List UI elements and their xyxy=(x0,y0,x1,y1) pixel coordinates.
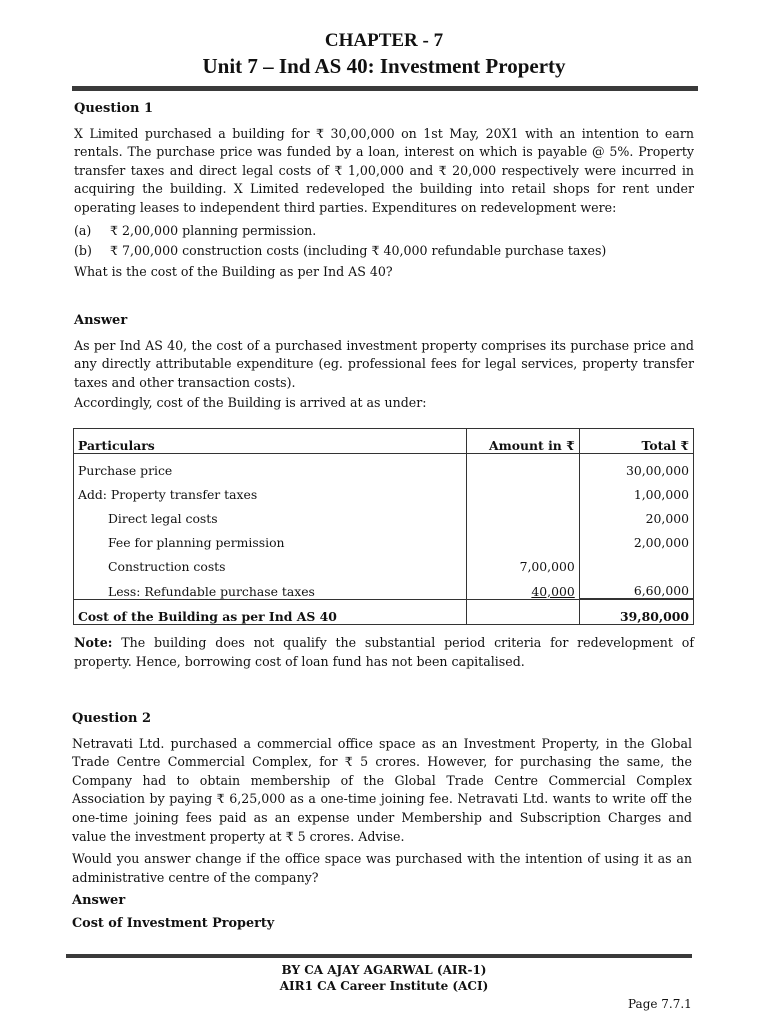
table-header-row xyxy=(74,429,694,454)
cell-particular: Purchase price xyxy=(74,454,467,479)
cell-amount xyxy=(467,478,580,502)
footer xyxy=(0,962,768,994)
total-amount-empty xyxy=(467,599,580,625)
cell-amount: 7,00,000 xyxy=(467,550,580,574)
table-row xyxy=(74,526,694,550)
question-2-query: Would you answer change if the office space was purchased with the intention of using it as an administrative centre of the company? xyxy=(72,851,692,885)
total-value: 39,80,000 xyxy=(579,599,693,625)
list-item xyxy=(74,242,694,261)
cell-total: 1,00,000 xyxy=(633,487,689,502)
cell-particular: Direct legal costs xyxy=(74,502,467,526)
cell-particular: Fee for planning permission xyxy=(74,526,467,550)
question-1-query: What is the cost of the Building as per Ind AS 40? xyxy=(74,263,393,279)
cell-amount xyxy=(467,454,580,479)
note-text: The building does not qualify the substantial period criteria for redevelopment of property. Hence, borrowing cost of loan fund has not been capitalised. xyxy=(74,635,694,669)
cell-amount xyxy=(467,526,580,550)
table-row xyxy=(74,454,694,479)
question-2 xyxy=(72,710,692,887)
cell-amount: 40,000 xyxy=(467,574,580,599)
cell-total xyxy=(579,550,693,574)
table-row xyxy=(74,550,694,574)
footer-institute: AIR1 CA Career Institute (ACI) xyxy=(279,979,489,993)
table-row xyxy=(74,574,694,599)
question-2-body: Netravati Ltd. purchased a commercial office space as an Investment Property, in the Global Trade Centre Commercial Complex, for ₹ 5 crores. However, for purchasing the same, the Company had to obtain membership of the Global Trade Centre Commercial Complex Association by paying ₹ 6,25,000 as a one-time joining fee. Netravati Ltd. wants to write off the one-time joining fees paid as an expense under Membership and Subscription Charges and value the investment property at ₹ 5 crores. Advise. xyxy=(72,735,692,844)
total-label: Cost of the Building as per Ind AS 40 xyxy=(74,599,467,625)
header-rule xyxy=(72,86,698,91)
list-item-text: ₹ 7,00,000 construction costs (including ₹ 40,000 refundable purchase taxes) xyxy=(110,243,607,259)
cell-particular: Less: Refundable purchase taxes xyxy=(74,574,467,599)
footer-rule xyxy=(66,954,692,958)
table-row xyxy=(74,502,694,526)
footer-author: BY CA AJAY AGARWAL (AIR-1) xyxy=(281,963,487,977)
table-row xyxy=(74,478,694,502)
cost-table-wrapper xyxy=(73,428,694,625)
answer-2-heading: Answer xyxy=(72,893,126,908)
column-header-total: Total ₹ xyxy=(641,438,689,453)
cell-total: 2,00,000 xyxy=(633,535,689,550)
cell-total: 6,60,000 xyxy=(633,583,689,598)
question-1-body: X Limited purchased a building for ₹ 30,00,000 on 1st May, 20X1 with an intention to earn rentals. The purchase price was funded by a loan, interest on which is payable @ 5%. Property transfer taxes and direct legal costs of ₹ 1,00,000 and ₹ 20,000 respectively were incurred in acquiring the building. X Limited redeveloped the building into retail shops for rent under operating leases to independent third parties. Expenditures on redevelopment were: xyxy=(74,125,694,215)
page-number: Page 7.7.1 xyxy=(628,997,692,1011)
question-2-heading: Question 2 xyxy=(72,711,152,726)
answer-2-subheading: Cost of Investment Property xyxy=(72,915,275,931)
answer-1-body: As per Ind AS 40, the cost of a purchased investment property comprises its purchase price and any directly attributable expenditure (eg. professional fees for legal services, property transfer taxes and other transaction costs). xyxy=(74,337,694,390)
cell-total: 30,00,000 xyxy=(625,463,689,478)
chapter-title: CHAPTER - 7 xyxy=(324,30,444,51)
list-item-label: (a) xyxy=(74,222,92,238)
question-1-heading: Question 1 xyxy=(74,101,154,116)
cell-particular: Add: Property transfer taxes xyxy=(74,478,467,502)
answer-1-note xyxy=(74,634,694,671)
list-item xyxy=(74,222,694,241)
list-item-label: (b) xyxy=(74,243,92,259)
list-item-text: ₹ 2,00,000 planning permission. xyxy=(110,222,317,238)
question-1 xyxy=(74,100,694,281)
cell-particular: Construction costs xyxy=(74,550,467,574)
cost-table xyxy=(73,428,694,625)
cell-amount xyxy=(467,502,580,526)
answer-1-heading: Answer xyxy=(74,313,128,328)
table-total-row xyxy=(74,599,694,625)
cell-total: 20,000 xyxy=(645,511,689,526)
unit-title: Unit 7 – Ind AS 40: Investment Property xyxy=(202,54,566,78)
column-header-amount: Amount in ₹ xyxy=(467,429,580,454)
note-label: Note: xyxy=(74,635,113,650)
answer-1 xyxy=(74,312,694,413)
column-header-particulars: Particulars xyxy=(74,429,467,454)
answer-1-intro: Accordingly, cost of the Building is arrived at as under: xyxy=(74,395,427,411)
answer-2 xyxy=(72,892,692,933)
